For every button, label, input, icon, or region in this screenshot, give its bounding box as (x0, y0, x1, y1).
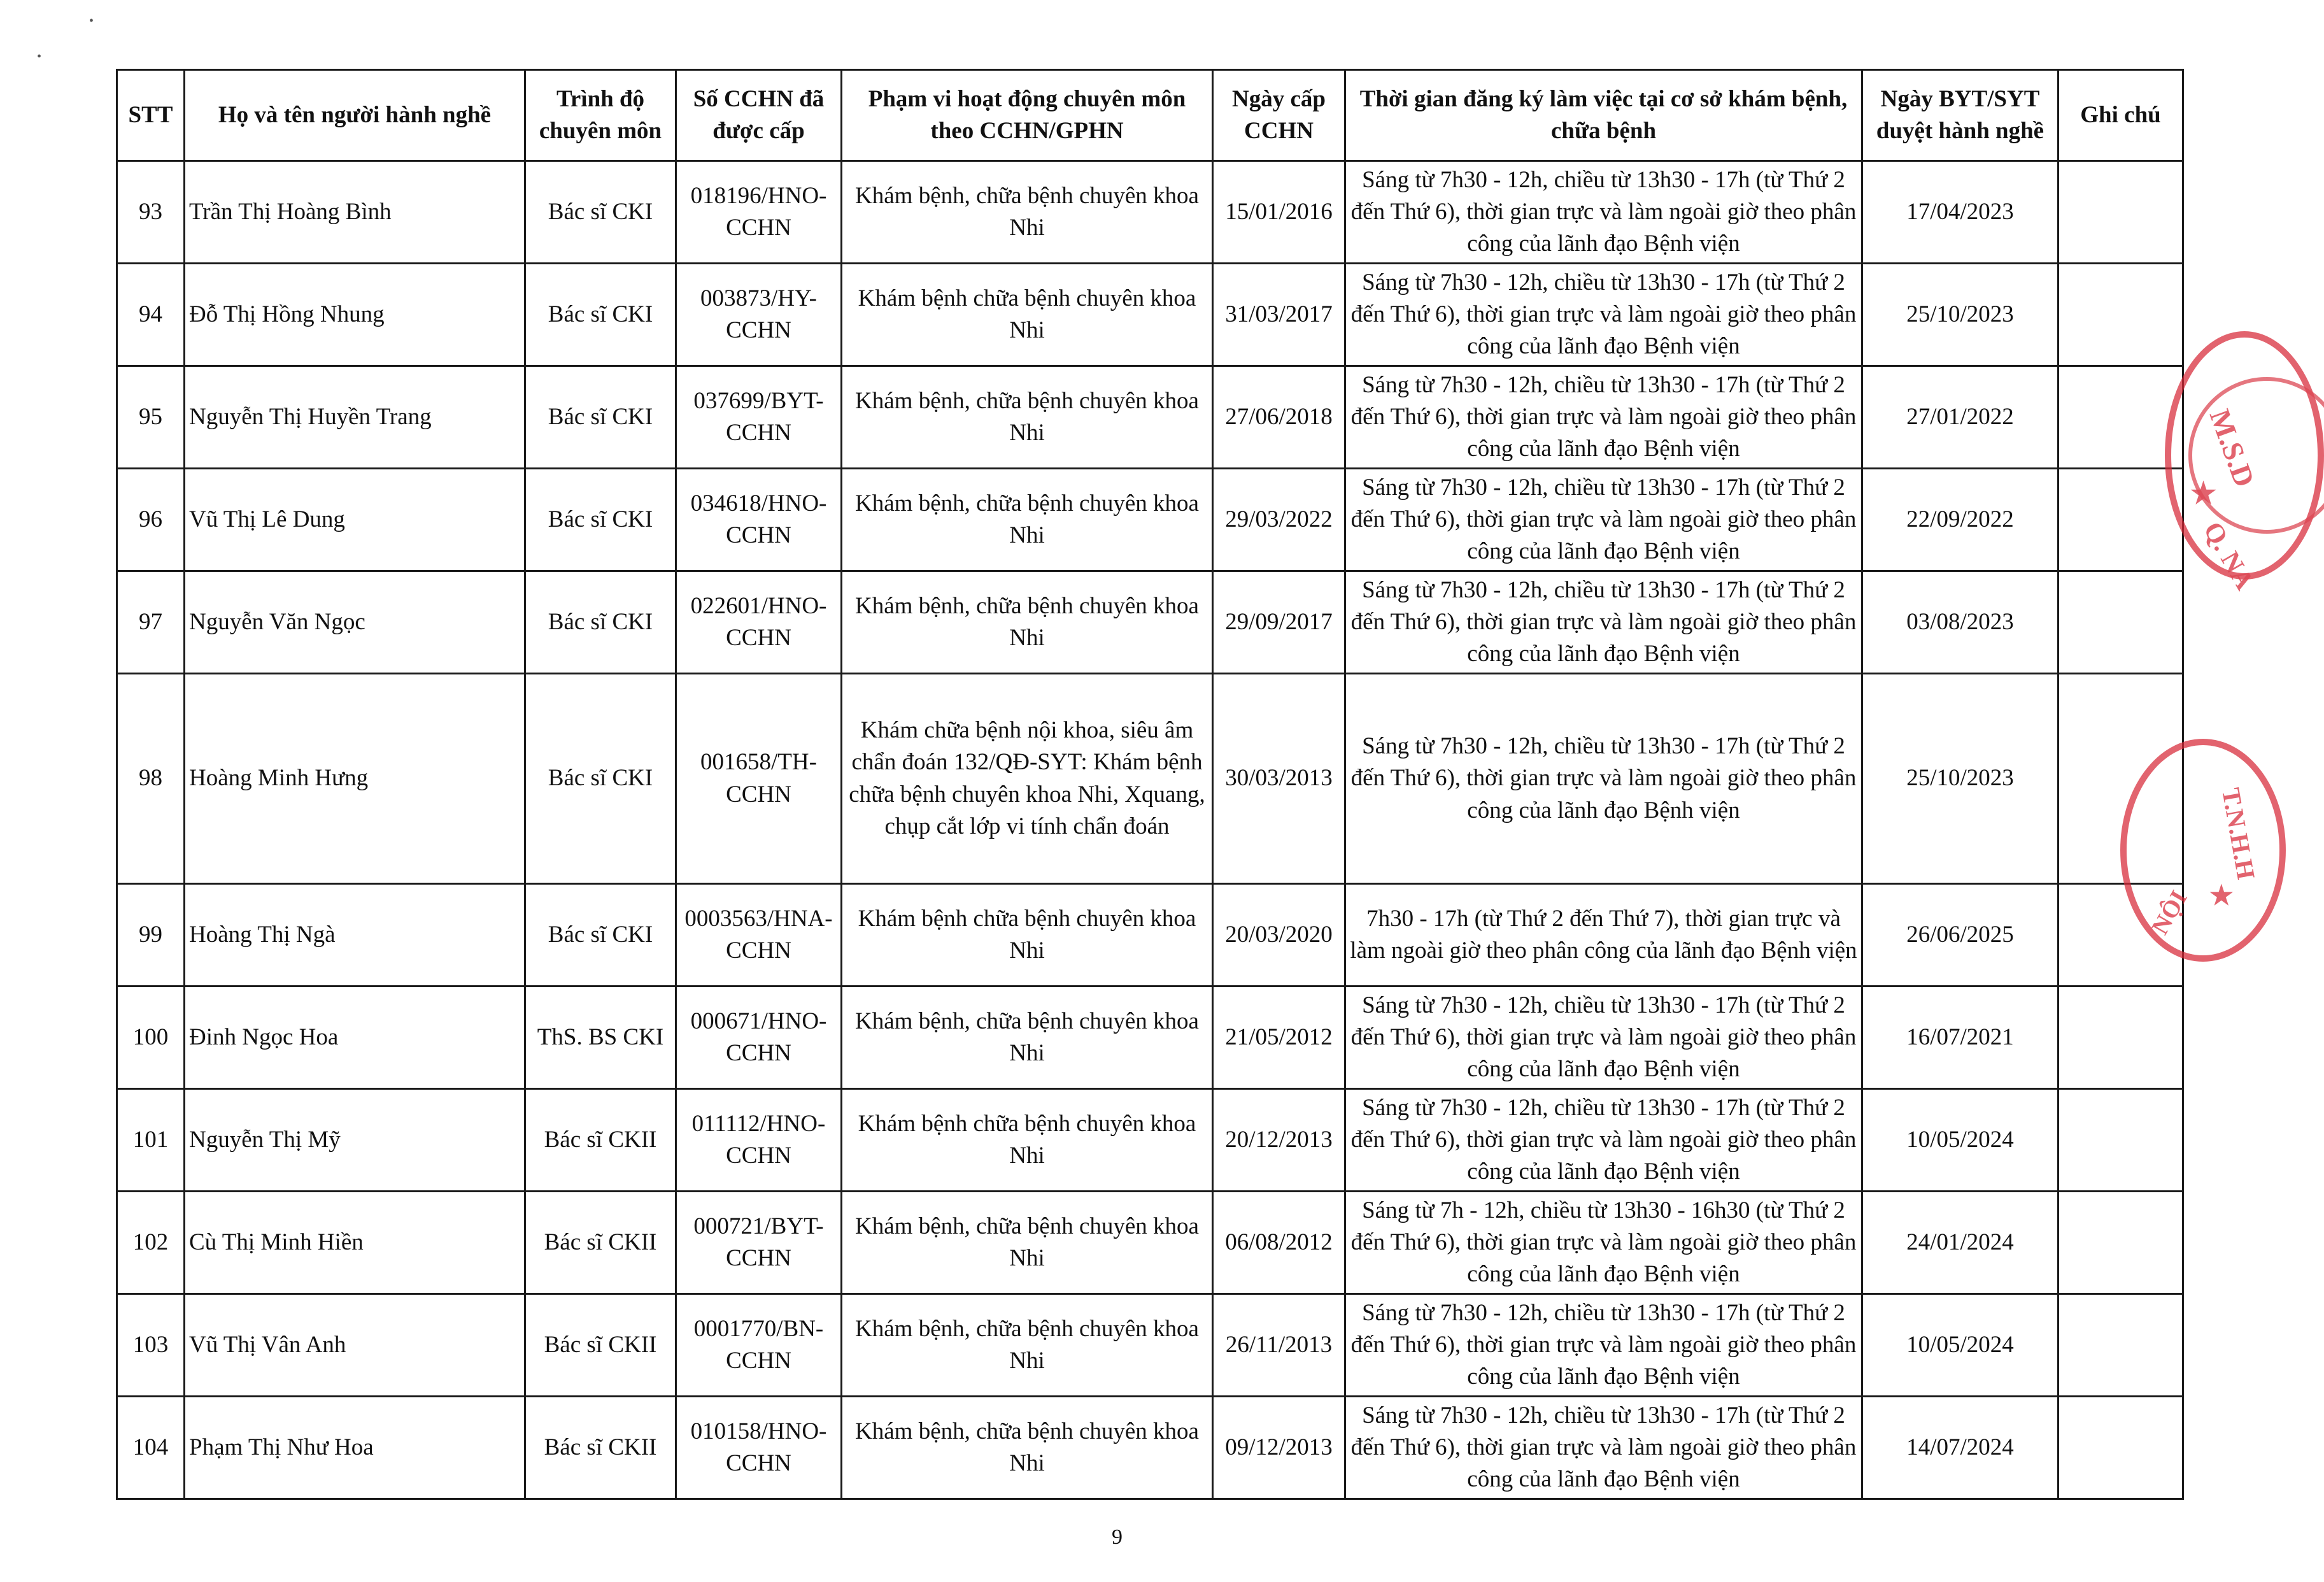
cell-issue-date: 31/03/2017 (1213, 264, 1345, 366)
header-scope: Phạm vi hoạt động chuyên môn theo CCHN/GPHN (842, 70, 1213, 161)
table-row (117, 987, 2183, 1089)
header-approval-date: Ngày BYT/SYT duyệt hành nghề (1862, 70, 2058, 161)
page-number: 9 (1112, 1525, 1123, 1549)
header-issue-date: Ngày cấp CCHN (1213, 70, 1345, 161)
cell-level: Bác sĩ CKI (525, 674, 676, 884)
practitioner-table (116, 69, 2184, 1500)
cell-work-time: Sáng từ 7h30 - 12h, chiều từ 13h30 - 17h (từ Thứ 2 đến Thứ 6), thời gian trực và làm ngoài giờ theo phân công của lãnh đạo Bệnh viện (1345, 1294, 1862, 1397)
table-row (117, 571, 2183, 674)
cell-issue-date: 06/08/2012 (1213, 1192, 1345, 1294)
table-row (117, 161, 2183, 264)
cell-stt: 94 (117, 264, 185, 366)
table-row (117, 1089, 2183, 1192)
cell-approval-date: 10/05/2024 (1862, 1089, 2058, 1192)
cell-name: Trần Thị Hoàng Bình (185, 161, 525, 264)
cell-name: Đỗ Thị Hồng Nhung (185, 264, 525, 366)
cell-cert: 022601/HNO-CCHN (676, 571, 842, 674)
cell-cert: 001658/TH-CCHN (676, 674, 842, 884)
cell-scope: Khám bệnh, chữa bệnh chuyên khoa Nhi (842, 1397, 1213, 1499)
scan-speck: • (89, 14, 94, 28)
cell-stt: 95 (117, 366, 185, 469)
seal-lettering-icon (2171, 338, 2318, 595)
cell-note (2058, 987, 2183, 1089)
cell-scope: Khám bệnh, chữa bệnh chuyên khoa Nhi (842, 1192, 1213, 1294)
cell-name: Cù Thị Minh Hiền (185, 1192, 525, 1294)
table-row (117, 1192, 2183, 1294)
cell-name: Phạm Thị Như Hoa (185, 1397, 525, 1499)
cell-work-time: Sáng từ 7h30 - 12h, chiều từ 13h30 - 17h (từ Thứ 2 đến Thứ 6), thời gian trực và làm ngoài giờ theo phân công của lãnh đạo Bệnh viện (1345, 366, 1862, 469)
cell-cert: 018196/HNO-CCHN (676, 161, 842, 264)
cell-level: ThS. BS CKI (525, 987, 676, 1089)
svg-text:M.S.D: M.S.D (2203, 404, 2262, 492)
cell-approval-date: 22/09/2022 (1862, 469, 2058, 571)
cell-name: Vũ Thị Vân Anh (185, 1294, 525, 1397)
cell-stt: 102 (117, 1192, 185, 1294)
table-row (117, 469, 2183, 571)
header-work-time: Thời gian đăng ký làm việc tại cơ sở khám bệnh, chữa bệnh (1345, 70, 1862, 161)
cell-scope: Khám bệnh, chữa bệnh chuyên khoa Nhi (842, 366, 1213, 469)
svg-text:T.N.H.H: T.N.H.H (2216, 785, 2261, 882)
cell-approval-date: 26/06/2025 (1862, 884, 2058, 987)
cell-stt: 96 (117, 469, 185, 571)
cell-scope: Khám bệnh, chữa bệnh chuyên khoa Nhi (842, 571, 1213, 674)
cell-work-time: Sáng từ 7h30 - 12h, chiều từ 13h30 - 17h (từ Thứ 2 đến Thứ 6), thời gian trực và làm ngoài giờ theo phân công của lãnh đạo Bệnh viện (1345, 674, 1862, 884)
header-note: Ghi chú (2058, 70, 2183, 161)
cell-stt: 93 (117, 161, 185, 264)
cell-issue-date: 21/05/2012 (1213, 987, 1345, 1089)
cell-level: Bác sĩ CKI (525, 264, 676, 366)
cell-level: Bác sĩ CKI (525, 469, 676, 571)
table-row (117, 1397, 2183, 1499)
cell-stt: 97 (117, 571, 185, 674)
table-row (117, 366, 2183, 469)
svg-text:★: ★ (2190, 477, 2217, 510)
cell-cert: 037699/BYT-CCHN (676, 366, 842, 469)
cell-cert: 034618/HNO-CCHN (676, 469, 842, 571)
table-row (117, 674, 2183, 884)
table-row (117, 884, 2183, 987)
red-seal-stamp (2120, 739, 2286, 962)
cell-level: Bác sĩ CKI (525, 571, 676, 674)
cell-level: Bác sĩ CKI (525, 884, 676, 987)
cell-issue-date: 20/12/2013 (1213, 1089, 1345, 1192)
cell-name: Vũ Thị Lê Dung (185, 469, 525, 571)
cell-approval-date: 14/07/2024 (1862, 1397, 2058, 1499)
cell-issue-date: 27/06/2018 (1213, 366, 1345, 469)
cell-level: Bác sĩ CKII (525, 1294, 676, 1397)
cell-scope: Khám bệnh, chữa bệnh chuyên khoa Nhi (842, 469, 1213, 571)
cell-issue-date: 29/03/2022 (1213, 469, 1345, 571)
cell-cert: 010158/HNO-CCHN (676, 1397, 842, 1499)
table-row (117, 1294, 2183, 1397)
cell-approval-date: 17/04/2023 (1862, 161, 2058, 264)
cell-work-time: Sáng từ 7h - 12h, chiều từ 13h30 - 16h30 (từ Thứ 2 đến Thứ 6), thời gian trực và làm ngoài giờ theo phân công của lãnh đạo Bệnh viện (1345, 1192, 1862, 1294)
cell-cert: 0003563/HNA-CCHN (676, 884, 842, 987)
seal-lettering-icon (2127, 745, 2279, 955)
cell-note (2058, 264, 2183, 366)
header-name: Họ và tên người hành nghề (185, 70, 525, 161)
cell-issue-date: 30/03/2013 (1213, 674, 1345, 884)
cell-cert: 003873/HY-CCHN (676, 264, 842, 366)
cell-approval-date: 16/07/2021 (1862, 987, 2058, 1089)
cell-work-time: Sáng từ 7h30 - 12h, chiều từ 13h30 - 17h (từ Thứ 2 đến Thứ 6), thời gian trực và làm ngoài giờ theo phân công của lãnh đạo Bệnh viện (1345, 264, 1862, 366)
cell-scope: Khám chữa bệnh nội khoa, siêu âm chẩn đoán 132/QĐ-SYT: Khám bệnh chữa bệnh chuyên khoa Nhi, Xquang, chụp cắt lớp vi tính chẩn đoán (842, 674, 1213, 884)
cell-scope: Khám bệnh, chữa bệnh chuyên khoa Nhi (842, 987, 1213, 1089)
header-cert: Số CCHN đã được cấp (676, 70, 842, 161)
cell-stt: 99 (117, 884, 185, 987)
cell-name: Nguyễn Thị Huyền Trang (185, 366, 525, 469)
cell-issue-date: 09/12/2013 (1213, 1397, 1345, 1499)
red-seal-stamp (2165, 331, 2324, 595)
cell-scope: Khám bệnh, chữa bệnh chuyên khoa Nhi (842, 161, 1213, 264)
cell-issue-date: 26/11/2013 (1213, 1294, 1345, 1397)
cell-work-time: 7h30 - 17h (từ Thứ 2 đến Thứ 7), thời gian trực và làm ngoài giờ theo phân công của lãnh đạo Bệnh viện (1345, 884, 1862, 987)
cell-work-time: Sáng từ 7h30 - 12h, chiều từ 13h30 - 17h (từ Thứ 2 đến Thứ 6), thời gian trực và làm ngoài giờ theo phân công của lãnh đạo Bệnh viện (1345, 571, 1862, 674)
cell-issue-date: 29/09/2017 (1213, 571, 1345, 674)
cell-issue-date: 15/01/2016 (1213, 161, 1345, 264)
cell-stt: 101 (117, 1089, 185, 1192)
scan-speck: • (37, 50, 42, 64)
cell-note (2058, 1192, 2183, 1294)
cell-approval-date: 03/08/2023 (1862, 571, 2058, 674)
cell-note (2058, 469, 2183, 571)
table-row (117, 264, 2183, 366)
cell-stt: 98 (117, 674, 185, 884)
cell-note (2058, 161, 2183, 264)
cell-issue-date: 20/03/2020 (1213, 884, 1345, 987)
cell-level: Bác sĩ CKII (525, 1397, 676, 1499)
cell-approval-date: 25/10/2023 (1862, 674, 2058, 884)
cell-scope: Khám bệnh chữa bệnh chuyên khoa Nhi (842, 264, 1213, 366)
header-stt: STT (117, 70, 185, 161)
cell-level: Bác sĩ CKI (525, 161, 676, 264)
cell-scope: Khám bệnh, chữa bệnh chuyên khoa Nhi (842, 1294, 1213, 1397)
header-level: Trình độ chuyên môn (525, 70, 676, 161)
cell-work-time: Sáng từ 7h30 - 12h, chiều từ 13h30 - 17h (từ Thứ 2 đến Thứ 6), thời gian trực và làm ngoài giờ theo phân công của lãnh đạo Bệnh viện (1345, 987, 1862, 1089)
cell-cert: 000721/BYT-CCHN (676, 1192, 842, 1294)
cell-note (2058, 1089, 2183, 1192)
cell-note (2058, 1294, 2183, 1397)
cell-cert: 0001770/BN-CCHN (676, 1294, 842, 1397)
cell-approval-date: 24/01/2024 (1862, 1192, 2058, 1294)
cell-scope: Khám bệnh chữa bệnh chuyên khoa Nhi (842, 884, 1213, 987)
cell-cert: 011112/HNO-CCHN (676, 1089, 842, 1192)
cell-name: Hoàng Minh Hưng (185, 674, 525, 884)
svg-text:NỘI: NỘI (2146, 886, 2193, 939)
table-header-row (117, 70, 2183, 161)
cell-level: Bác sĩ CKII (525, 1089, 676, 1192)
cell-stt: 100 (117, 987, 185, 1089)
cell-note (2058, 571, 2183, 674)
cell-name: Đinh Ngọc Hoa (185, 987, 525, 1089)
cell-note (2058, 1397, 2183, 1499)
cell-level: Bác sĩ CKII (525, 1192, 676, 1294)
cell-stt: 103 (117, 1294, 185, 1397)
cell-work-time: Sáng từ 7h30 - 12h, chiều từ 13h30 - 17h (từ Thứ 2 đến Thứ 6), thời gian trực và làm ngoài giờ theo phân công của lãnh đạo Bệnh viện (1345, 469, 1862, 571)
cell-work-time: Sáng từ 7h30 - 12h, chiều từ 13h30 - 17h (từ Thứ 2 đến Thứ 6), thời gian trực và làm ngoài giờ theo phân công của lãnh đạo Bệnh viện (1345, 161, 1862, 264)
svg-text:Q. NA: Q. NA (2197, 517, 2260, 595)
cell-approval-date: 27/01/2022 (1862, 366, 2058, 469)
cell-name: Nguyễn Thị Mỹ (185, 1089, 525, 1192)
cell-level: Bác sĩ CKI (525, 366, 676, 469)
cell-stt: 104 (117, 1397, 185, 1499)
cell-name: Nguyễn Văn Ngọc (185, 571, 525, 674)
cell-approval-date: 25/10/2023 (1862, 264, 2058, 366)
cell-approval-date: 10/05/2024 (1862, 1294, 2058, 1397)
cell-scope: Khám bệnh chữa bệnh chuyên khoa Nhi (842, 1089, 1213, 1192)
svg-text:★: ★ (2209, 881, 2234, 911)
cell-cert: 000671/HNO-CCHN (676, 987, 842, 1089)
cell-work-time: Sáng từ 7h30 - 12h, chiều từ 13h30 - 17h (từ Thứ 2 đến Thứ 6), thời gian trực và làm ngoài giờ theo phân công của lãnh đạo Bệnh viện (1345, 1089, 1862, 1192)
cell-work-time: Sáng từ 7h30 - 12h, chiều từ 13h30 - 17h (từ Thứ 2 đến Thứ 6), thời gian trực và làm ngoài giờ theo phân công của lãnh đạo Bệnh viện (1345, 1397, 1862, 1499)
cell-name: Hoàng Thị Ngà (185, 884, 525, 987)
